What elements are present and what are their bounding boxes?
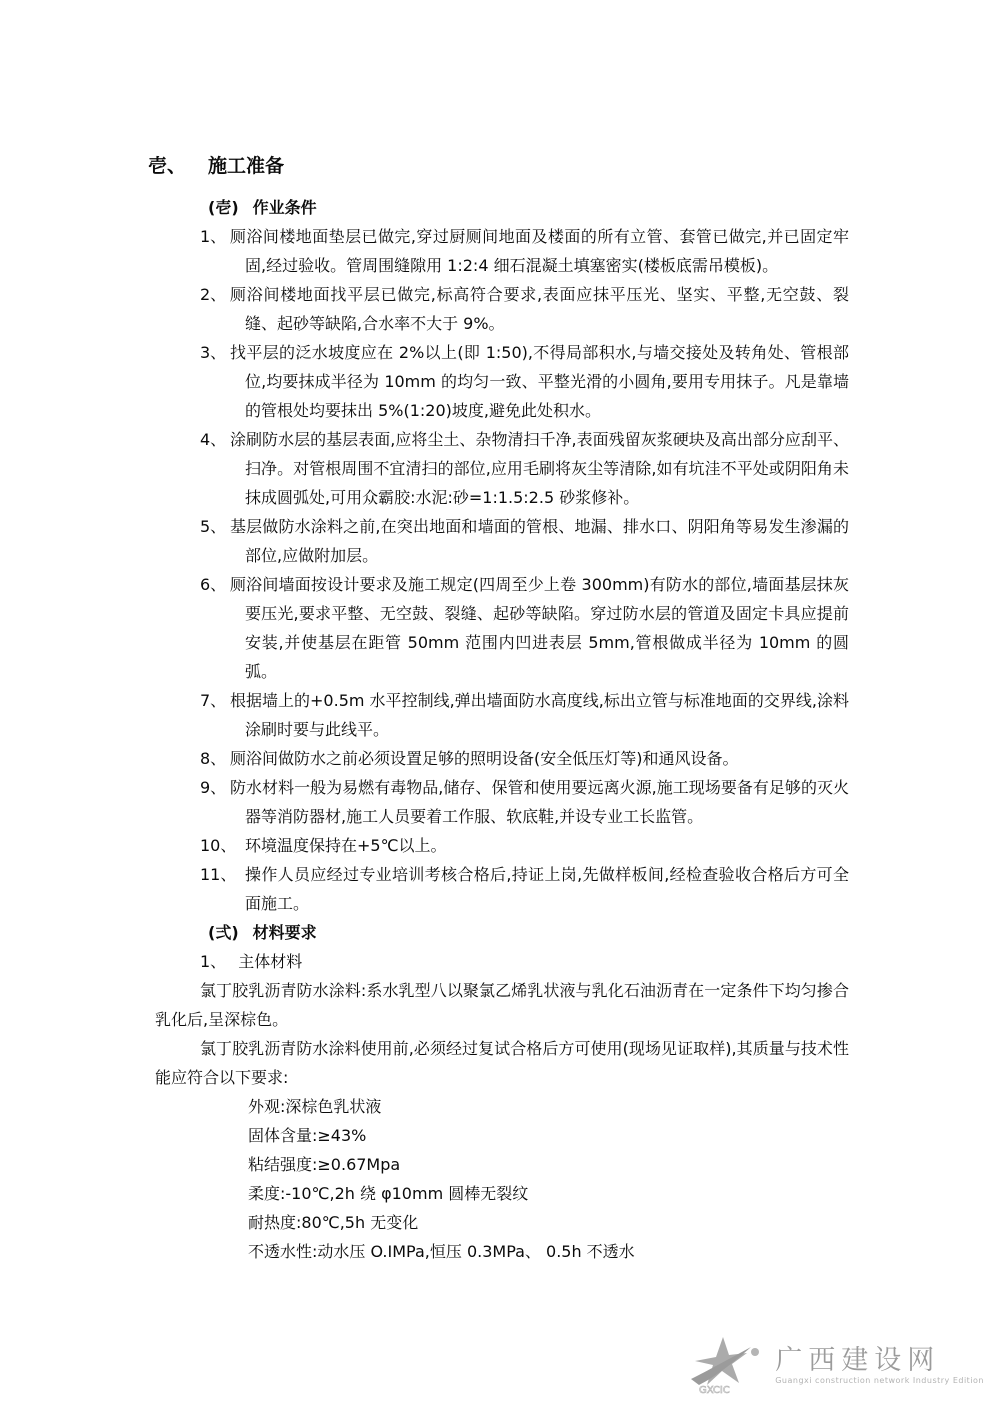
spec-appearance: 外观:深棕色乳状液 — [248, 1097, 382, 1116]
list-item-text: 厕浴间墙面按设计要求及施工规定(四周至少上卷 300mm)有防水的部位,墙面基层抹灰要压光,要求平整、无空鼓、裂缝、起砂等缺陷。穿过防水层的管道及固定卡具应提前安装,并使基层在距管 50mm 范围内凹进表层 5mm,管根做成半径为 10mm 的圆弧。 — [230, 575, 849, 681]
list-item-number: 11、 — [200, 865, 237, 884]
section1-heading-text: 作业条件 — [252, 198, 317, 217]
list-item-4 — [155, 425, 849, 512]
list-item-10 — [155, 831, 849, 860]
list-item-3 — [155, 338, 849, 425]
section2-heading-text: 材料要求 — [252, 923, 317, 942]
list-item-text: 操作人员应经过专业培训考核合格后,持证上岗,先做样板间,经检查验收合格后方可全面施工。 — [245, 865, 849, 913]
spec-heat-resistance: 耐热度:80℃,5h 无变化 — [248, 1213, 419, 1232]
paragraph-coating-usage: 氯丁胶乳沥青防水涂料使用前,必须经过复试合格后方可使用(现场见证取样),其质量与技术性能应符合以下要求: — [155, 1039, 849, 1087]
list-item-number: 8、 — [200, 749, 227, 768]
spec-impermeability: 不透水性:动水压 O.IMPa,恒压 0.3MPa、 0.5h 不透水 — [248, 1242, 635, 1261]
list-item-text: 涂刷防水层的基层表面,应将尘土、杂物清扫千净,表面残留灰浆硬块及高出部分应刮平、扫净。对管根周围不宜清扫的部位,应用毛刷将灰尘等清除,如有坑洼不平处或阴阳角未抹成圆弧处,可用众霸胶:水泥:砂=1:1.5:2.5 砂浆修补。 — [230, 430, 849, 507]
star-logo-icon — [685, 1335, 769, 1397]
title-text: 施工准备 — [208, 155, 285, 177]
list-item-number: 3、 — [200, 343, 227, 362]
document-content — [148, 151, 849, 1266]
sub-item-number: 1、 — [200, 952, 227, 971]
section-heading-work-conditions — [208, 193, 849, 222]
list-item-number: 1、 — [200, 227, 227, 246]
sub-item-main-material — [200, 947, 849, 976]
list-item-1 — [155, 222, 849, 280]
list-item-text: 厕浴间楼地面垫层已做完,穿过厨厕间地面及楼面的所有立管、套管已做完,并已固定牢固,经过验收。管周围缝隙用 1:2:4 细石混凝土填塞密实(楼板底需吊模板)。 — [230, 227, 849, 275]
title-number: 壱、 — [148, 155, 187, 177]
list-item-text: 厕浴间楼地面找平层已做完,标高符合要求,表面应抹平压光、坚实、平整,无空鼓、裂缝、起砂等缺陷,合水率不大于 9%。 — [230, 285, 849, 333]
list-item-number: 10、 — [200, 836, 237, 855]
list-item-text: 找平层的泛水坡度应在 2%以上(即 1:50),不得局部积水,与墙交接处及转角处、管根部位,均要抹成半径为 10mm 的均匀一致、平整光滑的小圆角,要用专用抹子。凡是靠墙的管根处均要抹出 5%(1:20)坡度,避免此处积水。 — [230, 343, 849, 420]
list-item-text: 环境温度保持在+5℃以上。 — [245, 836, 447, 855]
list-item-8 — [155, 744, 849, 773]
list-item-number: 5、 — [200, 517, 227, 536]
watermark-text-block — [775, 1346, 984, 1386]
list-item-11 — [155, 860, 849, 918]
star-logo-letters: GXCIC — [699, 1385, 731, 1396]
list-item-7 — [155, 686, 849, 744]
list-item-6 — [155, 570, 849, 686]
list-item-number: 4、 — [200, 430, 227, 449]
section1-heading-number: (壱) — [208, 198, 239, 217]
list-item-number: 7、 — [200, 691, 227, 710]
spec-solid-content: 固体含量:≥43% — [248, 1126, 367, 1145]
watermark-site-name: 广西建设网 — [775, 1345, 941, 1376]
list-item-number: 6、 — [200, 575, 227, 594]
list-item-text: 根据墙上的+0.5m 水平控制线,弹出墙面防水高度线,标出立管与标准地面的交界线,涂料涂刷时要与此线平。 — [230, 691, 849, 739]
sub-item-text: 主体材料 — [238, 952, 303, 971]
list-item-2 — [155, 280, 849, 338]
spec-bond-strength: 粘结强度:≥0.67Mpa — [248, 1155, 401, 1174]
list-item-9 — [155, 773, 849, 831]
list-item-number: 9、 — [200, 778, 227, 797]
spec-flexibility: 柔度:-10℃,2h 绕 φ10mm 圆棒无裂纹 — [248, 1184, 529, 1203]
list-item-number: 2、 — [200, 285, 227, 304]
page-title — [148, 151, 849, 181]
section-heading-material-requirements — [208, 918, 849, 947]
list-item-text: 厕浴间做防水之前必须设置足够的照明设备(安全低压灯等)和通风设备。 — [230, 749, 739, 768]
watermark-tagline: Guangxi construction network Industry Edition — [775, 1376, 984, 1385]
paragraph-coating-description: 氯丁胶乳沥青防水涂料:系水乳型八以聚氯乙烯乳状液与乳化石油沥青在一定条件下均匀掺合乳化后,呈深棕色。 — [155, 981, 849, 1029]
list-item-5 — [155, 512, 849, 570]
list-item-text: 防水材料一般为易燃有毒物品,储存、保管和使用要远离火源,施工现场要备有足够的灭火器等消防器材,施工人员要着工作服、软底鞋,并设专业工长监管。 — [230, 778, 849, 826]
list-item-text: 基层做防水涂料之前,在突出地面和墙面的管根、地漏、排水口、阴阳角等易发生渗漏的部位,应做附加层。 — [230, 517, 849, 565]
section2-heading-number: (弍) — [208, 923, 239, 942]
watermark-logo — [685, 1335, 984, 1397]
